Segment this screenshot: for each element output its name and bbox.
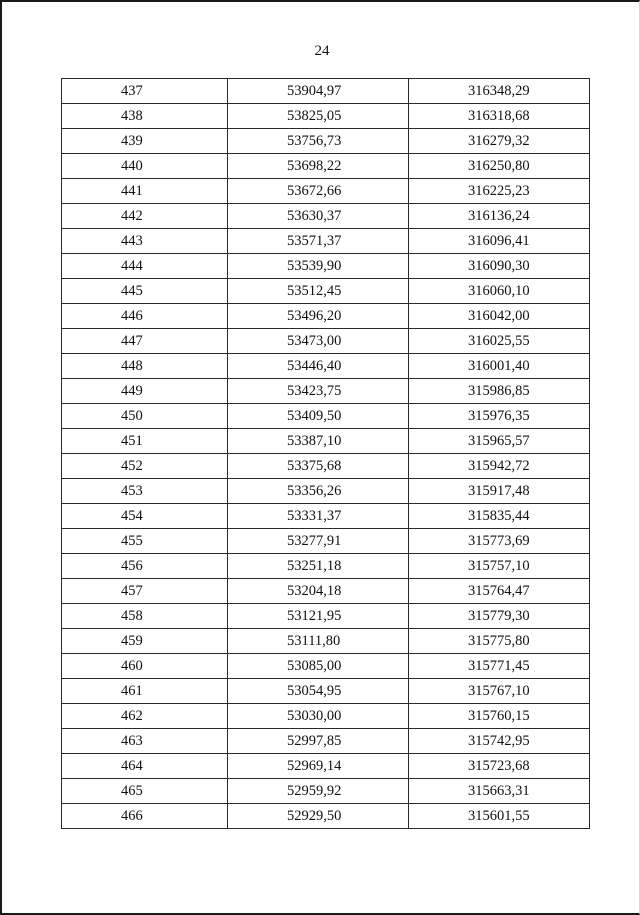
y-coordinate-cell: 315835,44: [409, 504, 590, 529]
table-row: [62, 704, 590, 729]
point-number-cell: 462: [62, 704, 228, 729]
y-coordinate-cell: 315986,85: [409, 379, 590, 404]
table-row: [62, 429, 590, 454]
point-number-cell: 443: [62, 229, 228, 254]
point-number-cell: 466: [62, 804, 228, 829]
y-coordinate-cell: 315764,47: [409, 579, 590, 604]
y-coordinate-cell: 316025,55: [409, 329, 590, 354]
point-number-cell: 442: [62, 204, 228, 229]
y-coordinate-cell: 315965,57: [409, 429, 590, 454]
y-coordinate-cell: 316001,40: [409, 354, 590, 379]
table-row: [62, 254, 590, 279]
coordinates-table: [61, 78, 590, 829]
point-number-cell: 447: [62, 329, 228, 354]
y-coordinate-cell: 315663,31: [409, 779, 590, 804]
x-coordinate-cell: 53204,18: [228, 579, 409, 604]
x-coordinate-cell: 53825,05: [228, 104, 409, 129]
x-coordinate-cell: 52997,85: [228, 729, 409, 754]
table-row: [62, 154, 590, 179]
table-row: [62, 304, 590, 329]
x-coordinate-cell: 53277,91: [228, 529, 409, 554]
point-number-cell: 438: [62, 104, 228, 129]
y-coordinate-cell: 316136,24: [409, 204, 590, 229]
point-number-cell: 446: [62, 304, 228, 329]
x-coordinate-cell: 53756,73: [228, 129, 409, 154]
table-row: [62, 129, 590, 154]
y-coordinate-cell: 315942,72: [409, 454, 590, 479]
x-coordinate-cell: 53375,68: [228, 454, 409, 479]
y-coordinate-cell: 316060,10: [409, 279, 590, 304]
table-row: [62, 404, 590, 429]
y-coordinate-cell: 316225,23: [409, 179, 590, 204]
x-coordinate-cell: 52969,14: [228, 754, 409, 779]
table-row: [62, 554, 590, 579]
point-number-cell: 459: [62, 629, 228, 654]
point-number-cell: 445: [62, 279, 228, 304]
x-coordinate-cell: 52959,92: [228, 779, 409, 804]
table-row: [62, 79, 590, 104]
point-number-cell: 454: [62, 504, 228, 529]
table-row: [62, 779, 590, 804]
point-number-cell: 452: [62, 454, 228, 479]
y-coordinate-cell: 315760,15: [409, 704, 590, 729]
y-coordinate-cell: 316348,29: [409, 79, 590, 104]
table-row: [62, 804, 590, 829]
table-row: [62, 279, 590, 304]
table-row: [62, 354, 590, 379]
table-row: [62, 454, 590, 479]
table-row: [62, 229, 590, 254]
point-number-cell: 463: [62, 729, 228, 754]
table-row: [62, 754, 590, 779]
x-coordinate-cell: 53571,37: [228, 229, 409, 254]
x-coordinate-cell: 53331,37: [228, 504, 409, 529]
point-number-cell: 457: [62, 579, 228, 604]
coordinates-table-body: [62, 79, 590, 829]
table-row: [62, 654, 590, 679]
x-coordinate-cell: 53904,97: [228, 79, 409, 104]
table-row: [62, 179, 590, 204]
x-coordinate-cell: 53512,45: [228, 279, 409, 304]
point-number-cell: 461: [62, 679, 228, 704]
x-coordinate-cell: 53672,66: [228, 179, 409, 204]
y-coordinate-cell: 315917,48: [409, 479, 590, 504]
point-number-cell: 465: [62, 779, 228, 804]
x-coordinate-cell: 53085,00: [228, 654, 409, 679]
point-number-cell: 449: [62, 379, 228, 404]
y-coordinate-cell: 315757,10: [409, 554, 590, 579]
y-coordinate-cell: 315775,80: [409, 629, 590, 654]
y-coordinate-cell: 315723,68: [409, 754, 590, 779]
table-row: [62, 479, 590, 504]
point-number-cell: 437: [62, 79, 228, 104]
x-coordinate-cell: 53473,00: [228, 329, 409, 354]
table-row: [62, 104, 590, 129]
x-coordinate-cell: 53356,26: [228, 479, 409, 504]
table-row: [62, 604, 590, 629]
x-coordinate-cell: 53387,10: [228, 429, 409, 454]
table-row: [62, 679, 590, 704]
table-row: [62, 529, 590, 554]
x-coordinate-cell: 53409,50: [228, 404, 409, 429]
x-coordinate-cell: 53030,00: [228, 704, 409, 729]
x-coordinate-cell: 53630,37: [228, 204, 409, 229]
point-number-cell: 456: [62, 554, 228, 579]
point-number-cell: 464: [62, 754, 228, 779]
x-coordinate-cell: 53698,22: [228, 154, 409, 179]
x-coordinate-cell: 53446,40: [228, 354, 409, 379]
point-number-cell: 451: [62, 429, 228, 454]
point-number-cell: 458: [62, 604, 228, 629]
y-coordinate-cell: 316090,30: [409, 254, 590, 279]
x-coordinate-cell: 52929,50: [228, 804, 409, 829]
point-number-cell: 453: [62, 479, 228, 504]
x-coordinate-cell: 53423,75: [228, 379, 409, 404]
table-row: [62, 379, 590, 404]
y-coordinate-cell: 316279,32: [409, 129, 590, 154]
y-coordinate-cell: 315601,55: [409, 804, 590, 829]
x-coordinate-cell: 53054,95: [228, 679, 409, 704]
x-coordinate-cell: 53111,80: [228, 629, 409, 654]
point-number-cell: 444: [62, 254, 228, 279]
point-number-cell: 455: [62, 529, 228, 554]
point-number-cell: 450: [62, 404, 228, 429]
table-row: [62, 729, 590, 754]
y-coordinate-cell: 315771,45: [409, 654, 590, 679]
point-number-cell: 460: [62, 654, 228, 679]
y-coordinate-cell: 316250,80: [409, 154, 590, 179]
point-number-cell: 440: [62, 154, 228, 179]
table-row: [62, 329, 590, 354]
y-coordinate-cell: 315767,10: [409, 679, 590, 704]
x-coordinate-cell: 53496,20: [228, 304, 409, 329]
y-coordinate-cell: 316096,41: [409, 229, 590, 254]
y-coordinate-cell: 315779,30: [409, 604, 590, 629]
x-coordinate-cell: 53121,95: [228, 604, 409, 629]
page-number: 24: [314, 43, 330, 59]
x-coordinate-cell: 53251,18: [228, 554, 409, 579]
y-coordinate-cell: 315773,69: [409, 529, 590, 554]
y-coordinate-cell: 315742,95: [409, 729, 590, 754]
table-row: [62, 504, 590, 529]
table-row: [62, 579, 590, 604]
y-coordinate-cell: 315976,35: [409, 404, 590, 429]
y-coordinate-cell: 316042,00: [409, 304, 590, 329]
y-coordinate-cell: 316318,68: [409, 104, 590, 129]
point-number-cell: 448: [62, 354, 228, 379]
table-row: [62, 629, 590, 654]
table-row: [62, 204, 590, 229]
x-coordinate-cell: 53539,90: [228, 254, 409, 279]
point-number-cell: 439: [62, 129, 228, 154]
point-number-cell: 441: [62, 179, 228, 204]
